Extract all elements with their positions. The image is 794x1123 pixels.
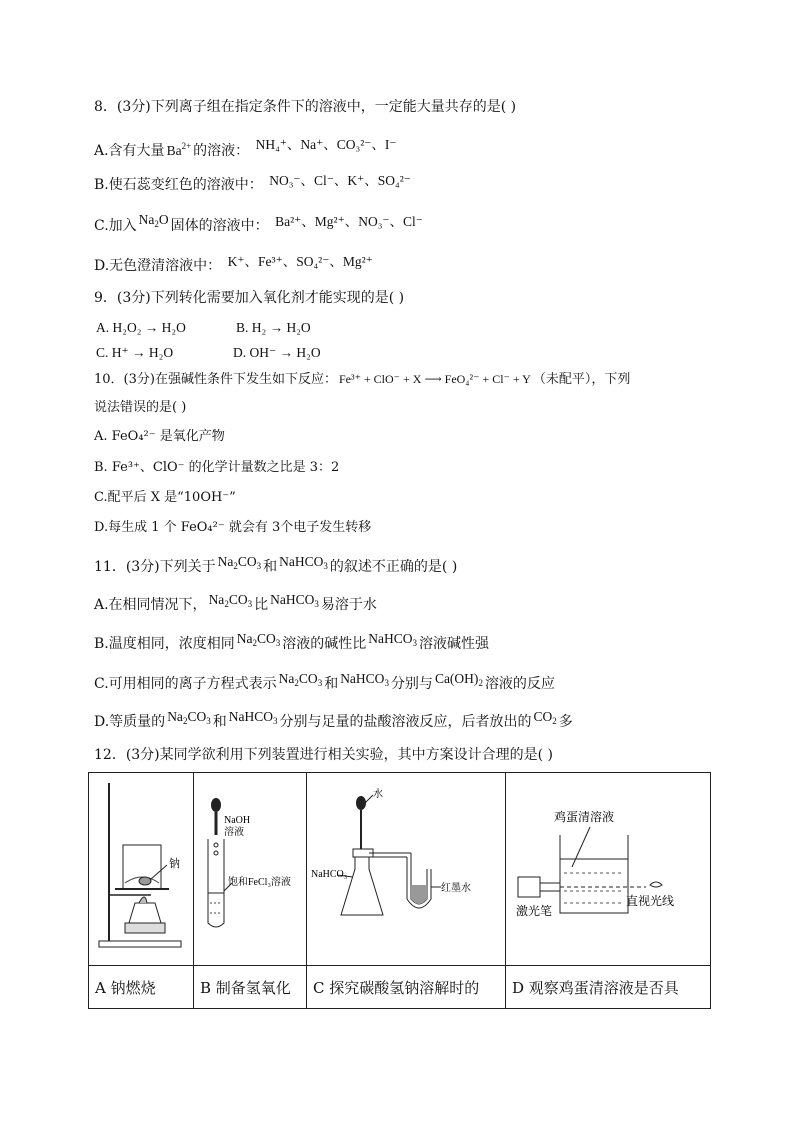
q11-c-part2: 和: [324, 676, 339, 692]
q11-b-part3: 溶液碱性强: [419, 636, 490, 652]
na2co3-formula: $Na_2CO_3$: [167, 709, 211, 726]
q10-equation: Fe³⁺ + ClO⁻ + X ⟶ FeO₄²⁻ + Cl⁻ + Y: [338, 372, 531, 386]
hydroxide-preparation-diagram: [194, 773, 306, 961]
q11-b-part2: 溶液的碱性比: [282, 636, 367, 652]
apparatus-a-cell: [89, 773, 194, 966]
q11-stem-b: 和: [263, 559, 278, 575]
q11-a-part3: 易溶于水: [320, 597, 377, 613]
na2o-formula: $Na_2O$: [138, 212, 169, 229]
q11-d-part3: 分别与足量的盐酸溶液反应，后者放出的: [279, 714, 532, 730]
q8-b-prefix: B.使石蕊变红色的溶液中：: [94, 177, 263, 193]
q8-option-a: [94, 136, 399, 161]
q9-a-text: A. H₂O₂ → H₂O: [96, 320, 186, 335]
nahco3-formula: NaHCO$_3$: [340, 671, 389, 688]
tyndall-effect-diagram: [506, 773, 710, 961]
q10-option-b: B. Fe³⁺、ClO⁻ 的化学计量数之比是 3：2: [94, 460, 340, 475]
q8-a-prefix: A.含有大量: [94, 143, 165, 159]
q9-option-c: [94, 343, 175, 363]
q10-stem-a: 10．(3分)在强碱性条件下发生如下反应：: [94, 372, 337, 387]
q12-stem: 12．(3分)某同学欲利用下列装置进行相关实验，其中方案设计合理的是( ): [94, 747, 554, 763]
q9-c-text: C. H⁺ → H₂O: [96, 345, 174, 360]
apparatus-c-cell: [307, 773, 506, 966]
q11-c-part1: C.可用相同的离子方程式表示: [94, 676, 277, 692]
label-laser-pen: 激光笔: [516, 904, 553, 918]
label-fecl3: 饱和FeCl₃溶液: [228, 877, 291, 888]
label-nahco3: NaHCO₃: [311, 869, 348, 880]
q9-option-d: [231, 343, 323, 363]
caoh2-formula: $Ca(OH)_2$: [434, 671, 483, 688]
q8-c-prefix: C.加入: [94, 218, 137, 234]
q10-option-d: D.每生成 1 个 FeO₄²⁻ 就会有 3个电子发生转移: [94, 520, 372, 535]
q11-c-part4: 溶液的反应: [484, 676, 555, 692]
q8-c-ions: Ba²⁺、Mg²⁺、NO₃⁻、Cl⁻: [275, 214, 423, 229]
dissolution-heat-diagram: [307, 773, 505, 961]
q8-option-d: [94, 256, 375, 276]
q11-stem-a: 11．(3分)下列关于: [94, 559, 216, 575]
label-naoh: NaOH: [224, 815, 251, 826]
q8-stem: 8．(3分)下列离子组在指定条件下的溶液中，一定能大量共存的是( ): [94, 99, 517, 115]
nahco3-formula: NaHCO$_3$: [228, 709, 278, 726]
q8-c-mid: 固体的溶液中：: [170, 218, 269, 234]
q9-d-text: D. OH⁻ → H₂O: [233, 345, 321, 360]
q9-stem: 9．(3分)下列转化需要加入氧化剂才能实现的是( ): [94, 290, 405, 306]
caption-c: C 探究碳酸氢钠溶解时的: [307, 966, 506, 1009]
nahco3-formula: NaHCO$_3$: [279, 554, 328, 571]
label-naoh-solution: 溶液: [224, 827, 244, 838]
q10-stem-line2: 说法错误的是( ): [94, 400, 187, 415]
q11-stem: [94, 554, 458, 581]
q11-option-c: [94, 671, 555, 698]
na2co3-formula: $Na_2CO_3$: [208, 592, 253, 609]
co2-formula: $CO_2$: [533, 709, 557, 726]
q11-a-part1: A.在相同情况下，: [94, 597, 207, 613]
q11-a-part2: 比: [254, 597, 269, 613]
na2co3-formula: $Na_2CO_3$: [236, 631, 281, 648]
label-direct-view: 直视光线: [626, 894, 675, 908]
sodium-combustion-diagram: [89, 773, 193, 961]
q8-option-b: [94, 175, 413, 195]
q10-option-a: A. FeO₄²⁻ 是氧化产物: [94, 429, 225, 444]
caption-a: A 钠燃烧: [89, 966, 194, 1009]
q8-d-ions: K⁺、Fe³⁺、SO₄²⁻、Mg²⁺: [227, 254, 373, 269]
q10-option-c: C.配平后 X 是“10OH⁻”: [94, 490, 236, 505]
nahco3-formula: NaHCO$_3$: [368, 631, 418, 648]
apparatus-b-cell: [194, 773, 307, 966]
q10-stem-line1: [94, 369, 630, 390]
label-water: 水: [373, 789, 383, 800]
q8-a-ions: NH₄⁺、Na⁺、CO₃²⁻、I⁻: [255, 137, 397, 152]
q11-d-part2: 和: [212, 714, 227, 730]
q8-d-prefix: D.无色澄清溶液中：: [94, 258, 222, 274]
q8-option-c: [94, 212, 425, 240]
q9-b-text: B. H₂ → H₂O: [236, 320, 311, 335]
q9-option-b: [234, 318, 313, 338]
q8-b-ions: NO₃⁻、Cl⁻、K⁺、SO₄²⁻: [269, 173, 411, 188]
apparatus-table: [88, 772, 711, 1009]
q11-d-part4: 多: [558, 714, 573, 730]
caption-d: D 观察鸡蛋清溶液是否具: [506, 966, 711, 1009]
q9-option-a: [94, 318, 188, 338]
q10-stem-b: （未配平），下列: [532, 372, 631, 387]
q11-option-a: [94, 592, 377, 619]
q11-option-d: [94, 709, 573, 736]
q11-d-part1: D.等质量的: [94, 714, 166, 730]
ba2plus-formula: $Ba^{2+}$: [166, 141, 192, 158]
q11-b-part1: B.温度相同，浓度相同: [94, 636, 235, 652]
caption-b: B 制备氢氧化: [194, 966, 307, 1009]
q11-stem-c: 的叙述不正确的是( ): [329, 559, 458, 575]
nahco3-formula: NaHCO$_3$: [270, 592, 319, 609]
na2co3-formula: $Na_2CO_3$: [278, 671, 323, 688]
label-red-ink: 红墨水: [441, 883, 471, 894]
q11-c-part3: 分别与: [390, 676, 433, 692]
q11-option-b: [94, 631, 490, 658]
apparatus-d-cell: [506, 773, 711, 966]
label-egg-white: 鸡蛋清溶液: [554, 810, 615, 824]
label-sodium: 钠: [169, 858, 180, 870]
q8-a-mid: 的溶液：: [193, 143, 250, 159]
na2co3-formula: $Na_2CO_3$: [217, 554, 262, 571]
